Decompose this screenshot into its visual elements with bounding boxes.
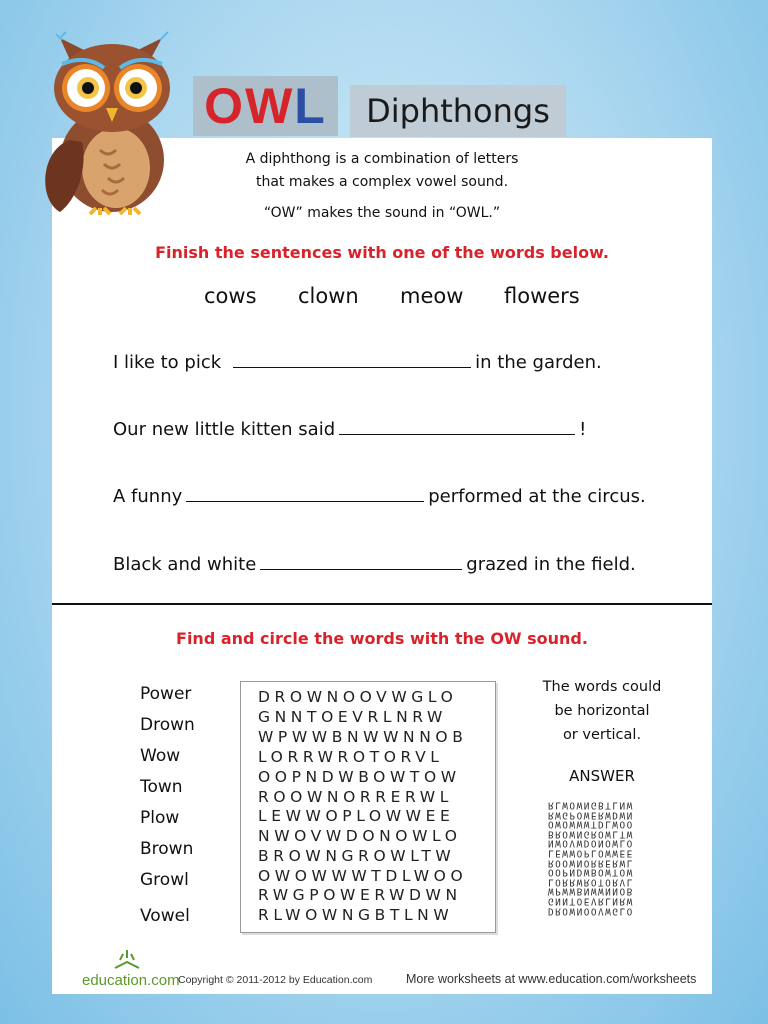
answer-label: ANSWER [569,767,635,785]
word-bank-item: flowers [504,284,580,308]
more-worksheets-link[interactable]: More worksheets at www.education.com/worksheets [406,972,697,986]
answer-blank[interactable] [339,417,575,435]
section-divider [52,603,712,605]
word-list-item: Brown [140,839,194,859]
grid-row[interactable]: RLWOWNGBTLNW [258,906,454,924]
answer-blank[interactable] [260,552,462,570]
title-diphthongs: Diphthongs [350,85,566,137]
sentence-4 [113,552,636,575]
answer-row: NWOVWDONOWLO [548,837,634,849]
word-list-item: Town [140,777,183,797]
answer-row: GNNTOEVRLNRW [548,895,634,907]
word-list-item: Wow [140,746,181,766]
sentence-2 [113,417,586,440]
answer-row: LORRWROTORVL [548,876,634,888]
grid-row[interactable]: GNNTOEVRLNRW [258,708,447,726]
side-note-line: or vertical. [562,727,642,743]
word-list-item: Growl [140,870,189,890]
instruction-finish-sentences: Finish the sentences with one of the words below. [155,243,609,262]
copyright: Copyright © 2011-2012 by Education.com [178,974,373,986]
word-bank-item: cows [204,284,257,308]
education-logo-icon [112,946,142,972]
sentence-text: I like to pick [113,352,222,373]
answer-row: RWGPOWERWDWN [548,809,634,821]
answer-row: LEWWOPLOWWEE [548,847,634,859]
sentence-text: grazed in the field. [466,554,636,575]
sentence-3 [113,484,646,507]
word-bank-item: clown [298,284,359,308]
answer-row: RLWOWNGBTLNW [548,799,634,811]
grid-row[interactable]: LORRWROTORVL [258,748,444,766]
word-list-item: Plow [140,808,180,828]
intro-line-1: A diphthong is a combination of letters [245,151,519,167]
intro-line-3: “OW” makes the sound in “OWL.” [263,205,501,221]
side-note [522,675,682,747]
answer-row: OWOWWWTDLWOO [548,818,634,830]
word-bank-item: meow [400,284,464,308]
grid-row[interactable]: RWGPOWERWDWN [258,886,462,904]
word-list-item: Vowel [140,906,190,926]
sentence-text: ! [579,419,587,440]
title-letter-w: W [245,78,295,134]
grid-row[interactable]: OWOWWWTDLWOO [258,867,468,885]
grid-row[interactable]: WPWWBNWWNNOB [258,728,468,746]
answer-blank[interactable] [186,484,424,502]
intro-line-2: that makes a complex vowel sound. [255,174,509,190]
grid-row[interactable]: LEWWOPLOWWEE [258,807,455,825]
title-letter-o: O [204,78,246,134]
answer-key-grid [548,800,670,924]
sentence-text: in the garden. [475,352,602,373]
grid-row[interactable]: BROWNGROWLTW [258,847,456,865]
answer-row: WPWWBNWWNNOB [548,885,634,897]
answer-row: ROOWNORRERWL [548,857,634,869]
answer-row: OOPNDWBOWTOW [548,866,634,878]
sentence-text: A funny [113,486,183,507]
title-owl [193,76,338,136]
sentence-1 [113,350,602,373]
word-list-item: Power [140,684,192,704]
education-logo[interactable]: education.com [82,972,180,989]
grid-row[interactable]: ROOWNORRERWL [258,788,453,806]
sentence-text: Our new little kitten said [113,419,336,440]
word-list-item: Drown [140,715,195,735]
grid-row[interactable]: OOPNDWBOWTOW [258,768,461,786]
grid-row[interactable]: DROWNOOVWGLO [258,688,458,706]
answer-blank[interactable] [233,350,471,368]
side-note-line: be horizontal [554,703,650,719]
instruction-find-circle: Find and circle the words with the OW sound. [176,629,588,648]
sentence-text: performed at the circus. [428,486,646,507]
sentence-text: Black and white [113,554,257,575]
title-letter-l: L [294,78,327,134]
answer-row: BROWNGROWLTW [548,828,634,840]
side-note-line: The words could [542,679,662,695]
answer-row: DROWNOOVWGLO [548,905,634,917]
grid-row[interactable]: NWOVWDONOWLO [258,827,462,845]
